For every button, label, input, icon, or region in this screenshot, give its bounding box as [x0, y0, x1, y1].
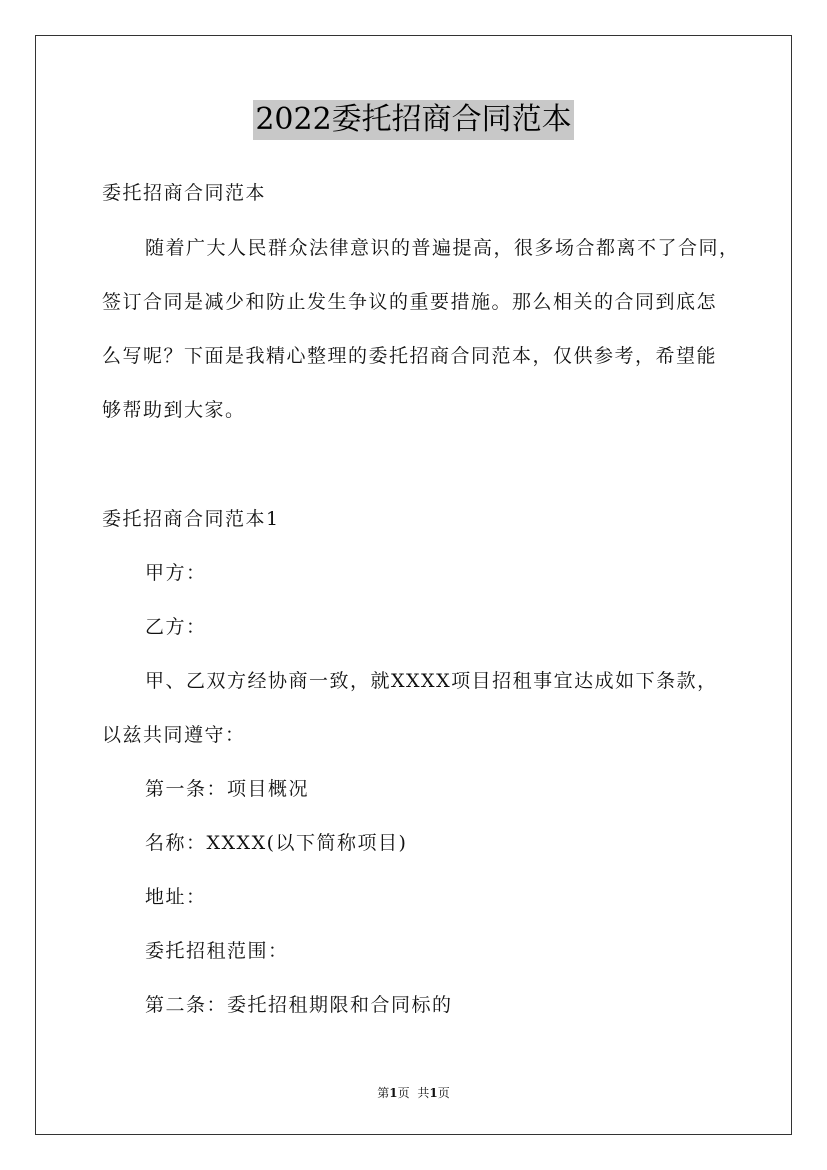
intro-line-3: 么写呢？下面是我精心整理的委托招商合同范本，仅供参考，希望能 [102, 345, 718, 367]
article-2-heading: 第二条：委托招租期限和合同标的 [145, 994, 453, 1016]
page-footer [0, 1086, 827, 1100]
title-container [0, 100, 827, 140]
agreement-line-1: 甲、乙双方经协商一致，就XXXX项目招租事宜达成如下条款， [145, 670, 718, 692]
party-a-line: 甲方： [145, 562, 207, 584]
intro-line-2: 签订合同是减少和防止发生争议的重要措施。那么相关的合同到底怎 [102, 291, 718, 313]
name-line: 名称：XXXX(以下简称项目) [145, 832, 408, 854]
subtitle: 委托招商合同范本 [102, 182, 267, 204]
footer-total-pages: 1 [429, 1086, 438, 1100]
intro-line-4: 够帮助到大家。 [102, 399, 246, 421]
intro-line-1: 随着广大人民群众法律意识的普遍提高，很多场合都离不了合同， [145, 237, 740, 259]
party-b-line: 乙方： [145, 616, 207, 638]
document-title: 2022委托招商合同范本 [253, 100, 573, 140]
article-1-heading: 第一条：项目概况 [145, 778, 310, 800]
footer-page-suffix: 页 [397, 1086, 410, 1100]
scope-line: 委托招租范围： [145, 940, 289, 962]
footer-total-prefix: 共 [417, 1086, 430, 1100]
footer-total-suffix: 页 [437, 1086, 450, 1100]
footer-page-number: 1 [389, 1086, 398, 1100]
address-line: 地址： [145, 886, 207, 908]
footer-prefix: 第 [377, 1086, 390, 1100]
agreement-line-2: 以兹共同遵守： [102, 724, 246, 746]
section-heading: 委托招商合同范本1 [102, 508, 280, 530]
